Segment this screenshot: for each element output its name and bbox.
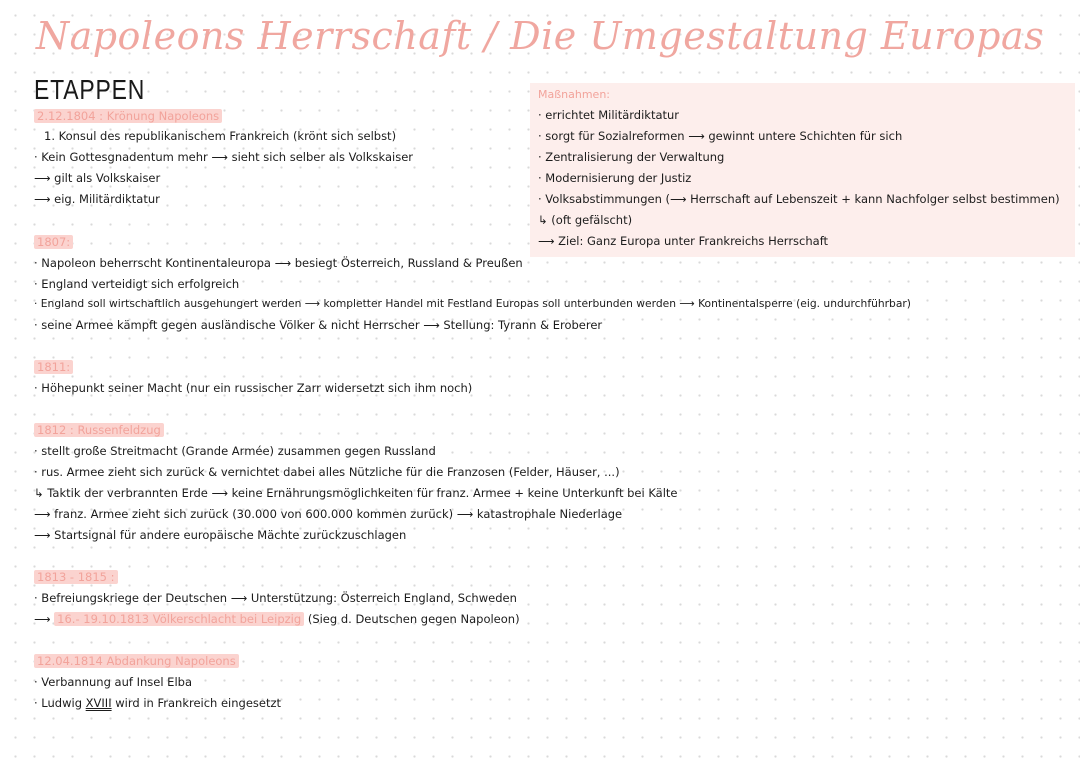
list-item [34,696,281,710]
measure-item: · Zentralisierung der Verwaltung [538,150,725,164]
section-date-1814 [34,654,239,668]
list-item: · Befreiungskriege der Deutschen ⟶ Unterstützung: Österreich England, Schweden [34,591,517,605]
list-item: · Kein Gottesgnadentum mehr ⟶ sieht sich selber als Volkskaiser [34,150,414,164]
measures-heading: Maßnahmen: [538,88,611,101]
date-highlight: 1807: [34,235,73,249]
list-item: ⟶ franz. Armee zieht sich zurück (30.000 von 600.000 kommen zurück) ⟶ katastrophale Niederlage [34,507,623,521]
measure-item: · Volksabstimmungen (⟶ Herrschaft auf Lebenszeit + kann Nachfolger selbst bestimmen) [538,192,1060,206]
list-item: 1. Konsul des republikanischem Frankreich (krönt sich selbst) [44,129,397,143]
measure-item: ↳ (oft gefälscht) [538,213,633,227]
page-title: Napoleons Herrschaft / Die Umgestaltung Europas [35,14,1045,58]
list-item: · Verbannung auf Insel Elba [34,675,192,689]
date-highlight: 12.04.1814 Abdankung Napoleons [34,654,239,668]
list-item: · rus. Armee zieht sich zurück & vernichtet dabei alles Nützliche für die Franzosen (Felder, Häuser, ...) [34,465,620,479]
list-item: ↳ Taktik der verbrannten Erde ⟶ keine Ernährungsmöglichkeiten für franz. Armee + keine Unterkunft bei Kälte [34,486,678,500]
list-item: · Napoleon beherrscht Kontinentaleuropa ⟶ besiegt Österreich, Russland & Preußen [34,256,523,270]
list-item: · England verteidigt sich erfolgreich [34,277,240,291]
list-item: ⟶ gilt als Volkskaiser [34,171,161,185]
list-item-text: (Sieg d. Deutschen gegen Napoleon) [307,612,520,626]
list-item: · Höhepunkt seiner Macht (nur ein russischer Zarr widersetzt sich ihm noch) [34,381,473,395]
measure-item: · sorgt für Sozialreformen ⟶ gewinnt untere Schichten für sich [538,129,903,143]
date-highlight: 1813 - 1815 : [34,570,118,584]
list-item: · stellt große Streitmacht (Grande Armée) zusammen gegen Russland [34,444,436,458]
list-item [34,612,520,626]
measure-goal: ⟶ Ziel: Ganz Europa unter Frankreichs Herrschaft [538,234,829,248]
section-date-1807 [34,235,73,249]
measure-item: · errichtet Militärdiktatur [538,108,680,122]
section-date-1811 [34,360,73,374]
section-date-1813 [34,570,118,584]
section-heading: ETAPPEN [34,74,146,105]
arrow-text: ⟶ [34,612,51,626]
date-highlight: 1811: [34,360,73,374]
list-item: ⟶ Startsignal für andere europäische Mächte zurückzuschlagen [34,528,407,542]
list-item: · seine Armee kämpft gegen ausländische Völker & nicht Herrscher ⟶ Stellung: Tyrann & Eroberer [34,318,603,332]
list-item: · England soll wirtschaftlich ausgehungert werden ⟶ kompletter Handel mit Festland Europas soll unterbunden werden ⟶ Kontinentalsperre (eig. undurchführbar) [34,297,911,310]
date-highlight: 1812 : Russenfeldzug [34,423,164,437]
date-highlight: 2.12.1804 : Krönung Napoleons [34,109,222,123]
section-date-1812 [34,423,164,437]
roman-numeral: XVIII [85,696,112,710]
section-date-1804 [34,109,222,123]
list-item-text: · Ludwig [34,696,83,710]
leipzig-highlight: 16.- 19.10.1813 Völkerschlacht bei Leipzig [54,612,304,626]
list-item: ⟶ eig. Militärdiktatur [34,192,160,206]
list-item-text: wird in Frankreich eingesetzt [115,696,282,710]
measure-item: · Modernisierung der Justiz [538,171,692,185]
